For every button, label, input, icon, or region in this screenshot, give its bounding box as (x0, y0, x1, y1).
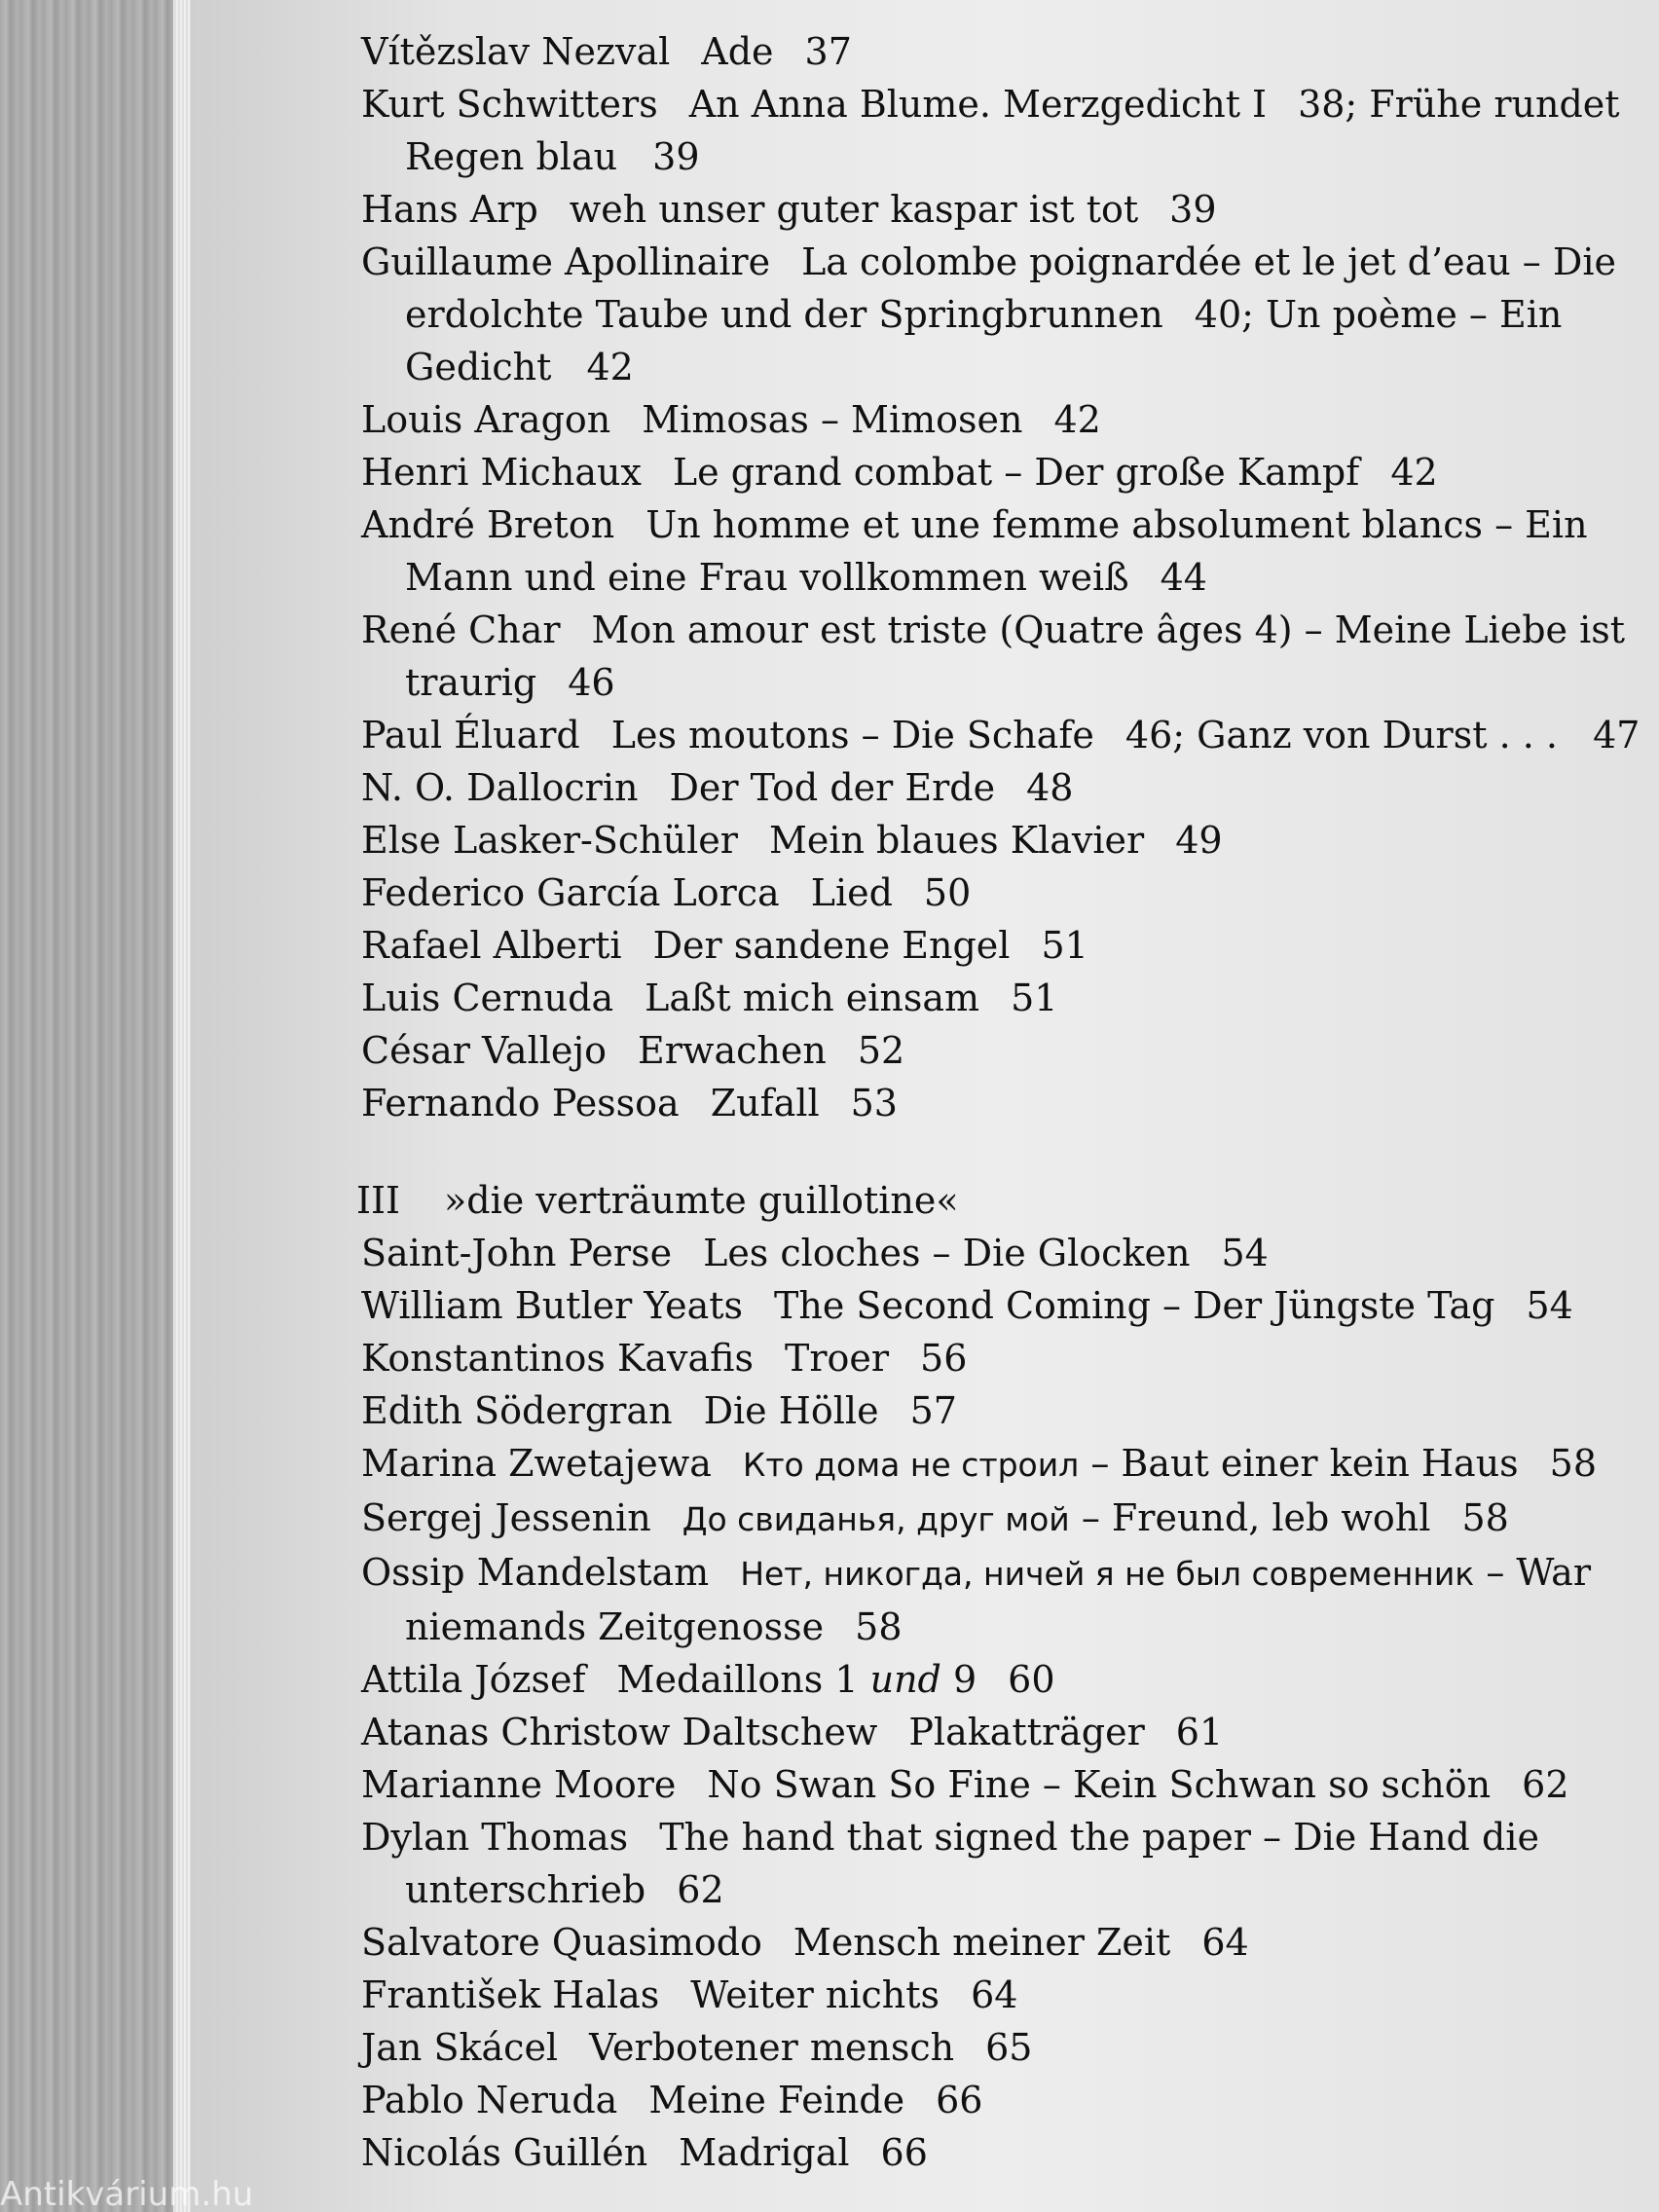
table-of-contents (191, 25, 1651, 2179)
toc-entry: Edith Södergran Die Hölle 57 (361, 1389, 957, 1432)
toc-entry: Jan Skácel Verbotener mensch 65 (361, 2026, 1033, 2069)
toc-entry: Ossip Mandelstam Нет, никогда, ничей я не был современник – War niemands Zeitgenosse 58 (361, 1551, 1591, 1648)
toc-entry: Kurt Schwitters An Anna Blume. Merzgedicht I 38; Frühe rundet Regen blau 39 (361, 83, 1620, 178)
toc-entry: Federico García Lorca Lied 50 (361, 871, 972, 914)
book-page (191, 0, 1659, 2212)
toc-entry: Konstantinos Kavafis Troer 56 (361, 1337, 968, 1380)
toc-entry: Hans Arp weh unser guter kaspar ist tot 39 (361, 188, 1217, 231)
toc-entry: Sergej Jessenin До свиданья, друг мой – Freund, leb wohl 58 (361, 1496, 1509, 1539)
toc-entry: Pablo Neruda Meine Feinde 66 (361, 2079, 983, 2121)
toc-entry: Dylan Thomas The hand that signed the paper – Die Hand die unterschrieb 62 (361, 1816, 1539, 1911)
toc-entry: Salvatore Quasimodo Mensch meiner Zeit 64 (361, 1921, 1249, 1964)
toc-entry: Atanas Christow Daltschew Plakatträger 61 (361, 1711, 1224, 1753)
toc-entry: Marianne Moore No Swan So Fine – Kein Schwan so schön 62 (361, 1763, 1569, 1806)
toc-entry: Luis Cernuda Laßt mich einsam 51 (361, 977, 1058, 1019)
toc-entry: Nicolás Guillén Madrigal 66 (361, 2131, 928, 2174)
toc-entry: Else Lasker-Schüler Mein blaues Klavier 49 (361, 819, 1223, 862)
toc-entry: William Butler Yeats The Second Coming – Der Jüngste Tag 54 (361, 1284, 1573, 1327)
toc-entry: Fernando Pessoa Zufall 53 (361, 1082, 898, 1124)
toc-entry: Rafael Alberti Der sandene Engel 51 (361, 924, 1088, 967)
toc-entry: Vítězslav Nezval Ade 37 (361, 30, 852, 73)
toc-entry: Attila József Medaillons 1 und 9 60 (361, 1658, 1055, 1701)
toc-entry: Saint-John Perse Les cloches – Die Glocken 54 (361, 1232, 1269, 1274)
toc-entry: Marina Zwetajewa Кто дома не строил – Baut einer kein Haus 58 (361, 1442, 1598, 1485)
toc-entry: Guillaume Apollinaire La colombe poignardée et le jet d’eau – Die erdolchte Taube und der Springbrunnen 40; Un poème – Ein Gedicht 42 (361, 240, 1616, 388)
toc-entry: André Breton Un homme et une femme absolument blancs – Ein Mann und eine Frau vollkommen weiß 44 (361, 503, 1588, 599)
page-stack (173, 0, 193, 2212)
toc-entry: René Char Mon amour est triste (Quatre âges 4) – Meine Liebe ist traurig 46 (361, 608, 1626, 704)
toc-entry: František Halas Weiter nichts 64 (361, 1973, 1018, 2016)
toc-entry: Paul Éluard Les moutons – Die Schafe 46; Ganz von Durst . . . 47 (361, 714, 1641, 756)
toc-entry: César Vallejo Erwachen 52 (361, 1029, 905, 1072)
book-fore-edge (0, 0, 180, 2212)
toc-entry: N. O. Dallocrin Der Tod der Erde 48 (361, 766, 1074, 809)
toc-entry: Henri Michaux Le grand combat – Der große Kampf 42 (361, 451, 1438, 494)
watermark: Antikvárium.hu (0, 2175, 254, 2212)
toc-entry: Louis Aragon Mimosas – Mimosen 42 (361, 398, 1101, 441)
section-heading: III »die verträumte guillotine« (356, 1179, 959, 1222)
